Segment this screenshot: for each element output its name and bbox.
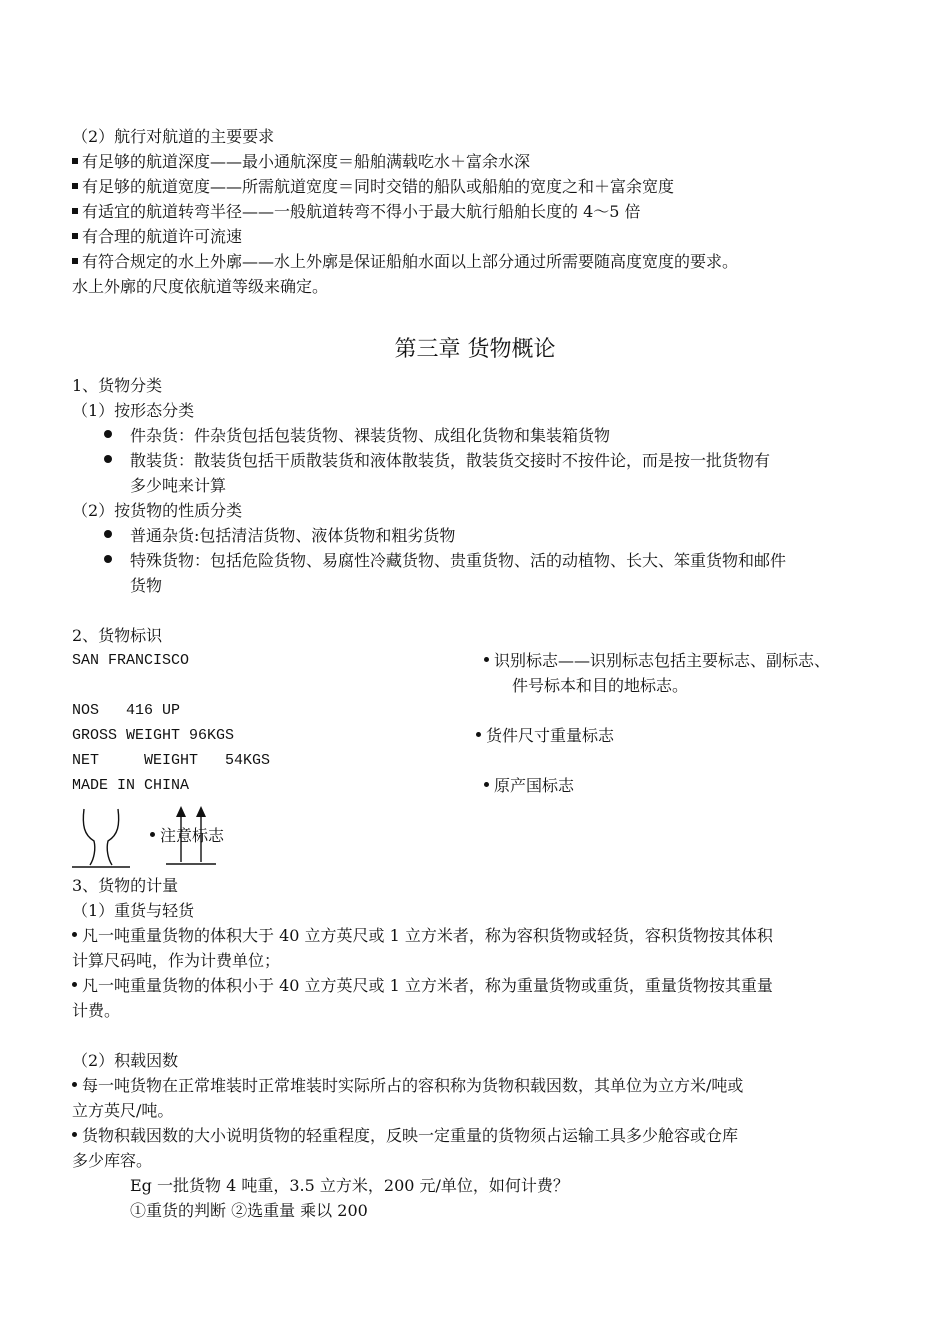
paragraph-continuation: 计费。: [72, 1001, 121, 1020]
paragraph-line: [72, 1126, 738, 1146]
bullet-icon: [476, 732, 481, 737]
shipping-mark-line: NET WEIGHT 54KGS: [72, 752, 271, 769]
paragraph-text: 凡一吨重量货物的体积大于 40 立方英尺或 1 立方米者，称为容积货物或轻货，容积货物按其体积: [82, 926, 773, 945]
mark-note-text: 货件尺寸重量标志: [486, 726, 615, 745]
list-item: [104, 526, 455, 546]
paragraph-text: 货物积载因数的大小说明货物的轻重程度，反映一定重量的货物须占运输工具多少舱容或仓库: [82, 1126, 739, 1145]
paragraph-line: [72, 976, 773, 996]
section-heading: 3、货物的计量: [72, 876, 179, 895]
square-bullet-icon: [72, 183, 78, 189]
section-heading: 1、货物分类: [72, 376, 163, 395]
square-bullet-icon: [72, 258, 78, 264]
nav-req-item: [72, 177, 674, 197]
bullet-icon: [484, 782, 489, 787]
caution-note-text: 注意标志: [160, 826, 225, 845]
nav-req-text: 有合理的航道许可流速: [82, 227, 243, 246]
bullet-icon: [104, 530, 112, 538]
nav-req-text: 有足够的航道深度——最小通航深度＝船舶满载吃水＋富余水深: [82, 152, 531, 171]
bullet-icon: [104, 555, 112, 563]
nav-req-item: [72, 202, 641, 222]
mark-note: [484, 776, 574, 796]
nav-req-text: 有适宜的航道转弯半径——一般航道转弯不得小于最大航行船舶长度的 4～5 倍: [82, 202, 641, 221]
bullet-icon: [72, 932, 77, 937]
bullet-icon: [72, 1082, 77, 1087]
mark-note-text: 原产国标志: [494, 776, 575, 795]
section-heading: 2、货物标识: [72, 626, 163, 645]
subsection-heading: （1）按形态分类: [72, 401, 195, 420]
list-item: [104, 451, 770, 471]
list-item-continuation: 货物: [130, 576, 163, 595]
subsection-heading: （2）积载因数: [72, 1051, 179, 1070]
subsection-heading: （2）按货物的性质分类: [72, 501, 243, 520]
bullet-icon: [72, 982, 77, 987]
shipping-mark-line: GROSS WEIGHT 96KGS: [72, 727, 235, 744]
bullet-icon: [484, 657, 489, 662]
example-line: ①重货的判断 ②选重量 乘以 200: [130, 1201, 368, 1220]
paragraph-continuation: 多少库容。: [72, 1151, 153, 1170]
mark-note: [484, 651, 830, 671]
fragile-glass-icon: [70, 805, 132, 871]
mark-note: [476, 726, 614, 746]
list-item: [104, 426, 610, 446]
paragraph-line: [72, 1076, 743, 1096]
subsection-heading: （1）重货与轻货: [72, 901, 195, 920]
mark-note-continuation: 件号标本和目的地标志。: [512, 676, 689, 695]
nav-req-text: 有足够的航道宽度——所需航道宽度＝同时交错的船队或船舶的宽度之和＋富余宽度: [82, 177, 675, 196]
example-line: Eg 一批货物 4 吨重，3.5 立方米，200 元/单位，如何计费？: [130, 1176, 569, 1195]
caution-note: [150, 826, 224, 846]
shipping-mark-line: NOS 416 UP: [72, 702, 181, 719]
list-item-text: 散装货：散装货包括干质散装货和液体散装货，散装货交接时不按件论，而是按一批货物有: [130, 451, 771, 470]
list-item: [104, 551, 786, 571]
chapter-title: 第三章 货物概论: [394, 337, 556, 362]
paragraph-text: 每一吨货物在正常堆装时正常堆装时实际所占的容积称为货物积载因数，其单位为立方米/吨或: [82, 1076, 744, 1095]
list-item-text: 件杂货：件杂货包括包装货物、裸装货物、成组化货物和集装箱货物: [130, 426, 611, 445]
list-item-text: 特殊货物：包括危险货物、易腐性冷藏货物、贵重货物、活的动植物、长大、笨重货物和邮件: [130, 551, 787, 570]
shipping-mark-line: MADE IN CHINA: [72, 777, 190, 794]
paragraph-continuation: 立方英尺/吨。: [72, 1101, 174, 1120]
paragraph-line: [72, 926, 773, 946]
nav-req-item: [72, 152, 530, 172]
bullet-icon: [72, 1132, 77, 1137]
bullet-icon: [104, 430, 112, 438]
nav-req-item: [72, 227, 242, 247]
shipping-mark-line: SAN FRANCISCO: [72, 652, 190, 669]
nav-req-text: 有符合规定的水上外廓——水上外廓是保证船舶水面以上部分通过所需要随高度宽度的要求。: [82, 252, 739, 271]
paragraph-text: 凡一吨重量货物的体积小于 40 立方英尺或 1 立方米者，称为重量货物或重货，重量货物按其重量: [82, 976, 773, 995]
bullet-icon: [150, 832, 155, 837]
list-item-continuation: 多少吨来计算: [130, 476, 227, 495]
square-bullet-icon: [72, 158, 78, 164]
nav-req-tail: 水上外廓的尺度依航道等级来确定。: [72, 277, 329, 296]
list-item-text: 普通杂货:包括清洁货物、液体货物和粗劣货物: [130, 526, 456, 545]
square-bullet-icon: [72, 208, 78, 214]
nav-req-item: [72, 252, 738, 272]
paragraph-continuation: 计算尺码吨，作为计费单位；: [72, 951, 281, 970]
square-bullet-icon: [72, 233, 78, 239]
bullet-icon: [104, 455, 112, 463]
nav-req-heading: （2）航行对航道的主要要求: [72, 127, 275, 146]
mark-note-text: 识别标志——识别标志包括主要标志、副标志、: [494, 651, 831, 670]
